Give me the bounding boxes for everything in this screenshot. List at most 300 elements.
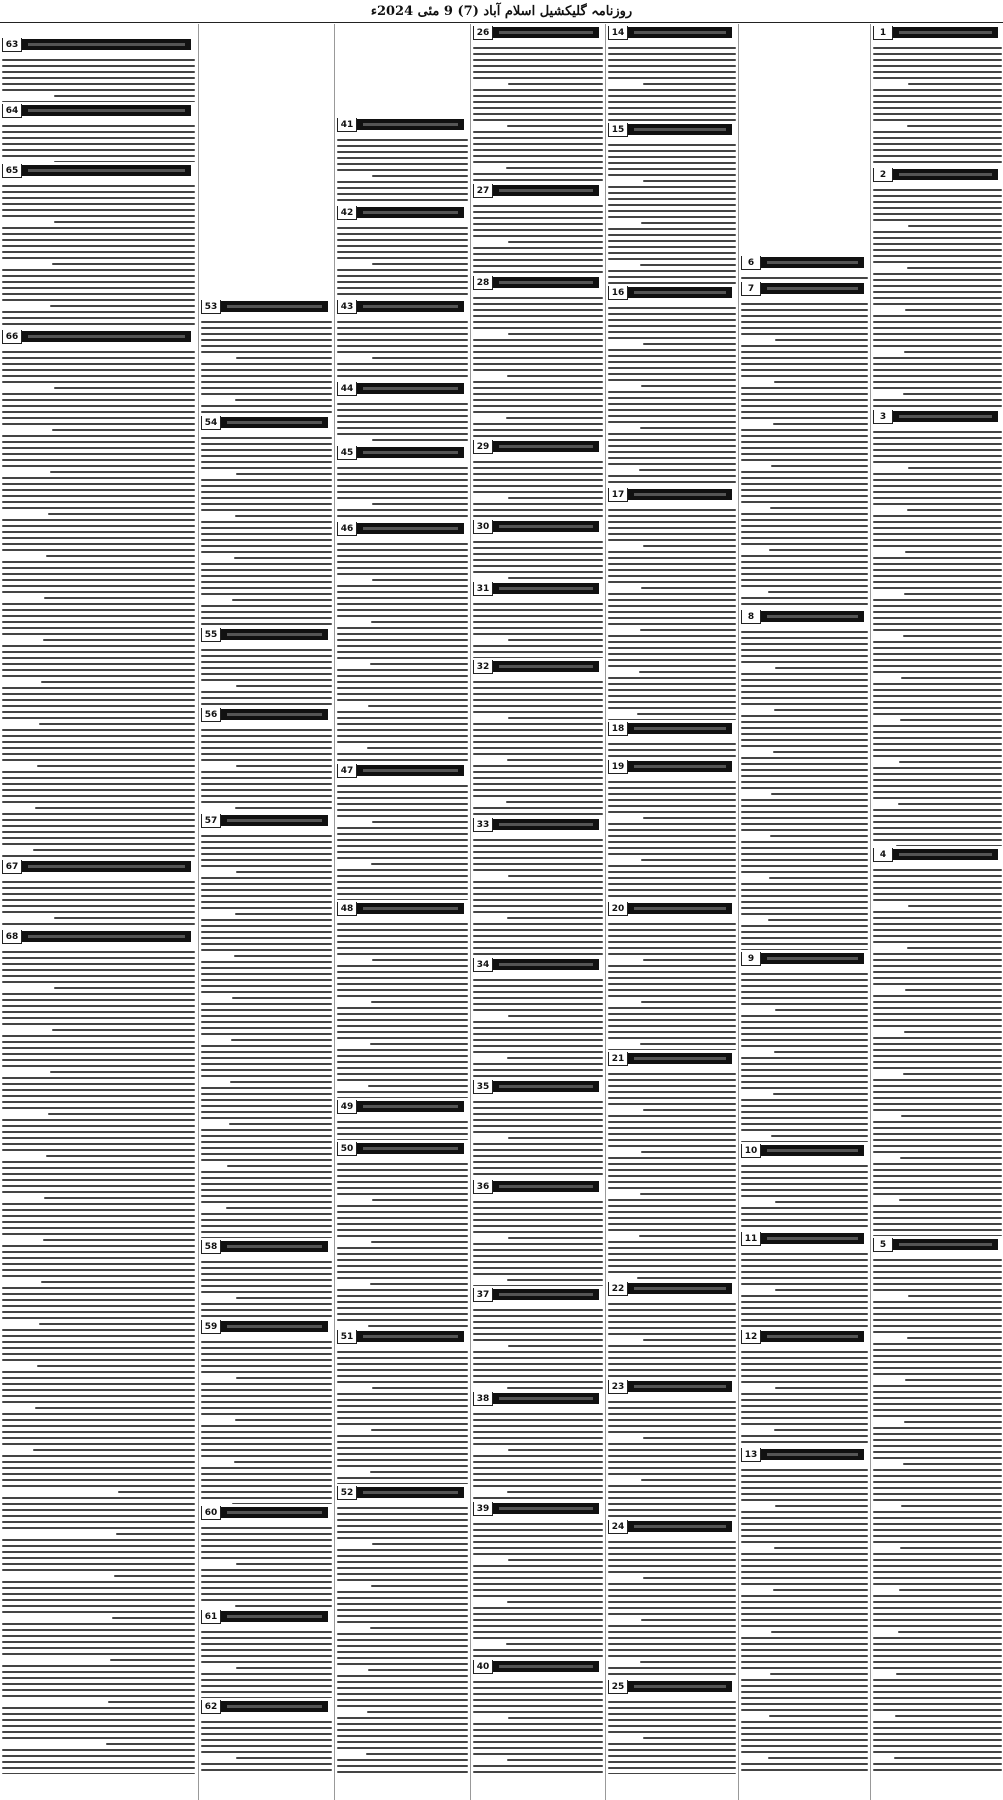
text-line (201, 1769, 332, 1771)
section-label-bar (357, 119, 464, 130)
text-line (236, 1757, 332, 1759)
article-body-text (608, 1533, 736, 1678)
text-line (473, 1119, 603, 1121)
section-label-bar (893, 169, 998, 180)
text-line (2, 405, 195, 407)
text-line (907, 125, 1002, 127)
text-line (608, 192, 736, 194)
text-line (873, 809, 1002, 811)
text-line (367, 1711, 468, 1713)
text-line (873, 953, 1002, 955)
text-line (873, 1523, 1002, 1525)
article (337, 522, 468, 762)
text-line (337, 675, 468, 677)
text-line (201, 937, 332, 939)
text-line (608, 1431, 736, 1433)
article-body-text (473, 595, 603, 658)
text-line (473, 985, 603, 987)
text-line (608, 1547, 736, 1549)
text-line (873, 479, 1002, 481)
text-line (473, 143, 603, 145)
text-line (337, 1265, 468, 1267)
text-line (473, 559, 603, 561)
text-line (873, 1709, 1002, 1711)
text-line (337, 651, 468, 653)
text-line (473, 1261, 603, 1263)
text-line (873, 1349, 1002, 1351)
article-body-text (473, 831, 603, 956)
section-label-bar (628, 903, 732, 914)
article-number: 19 (608, 760, 628, 774)
text-line (508, 333, 603, 335)
text-line (473, 869, 603, 871)
text-line (903, 393, 1002, 395)
article-header (2, 930, 195, 943)
text-line (201, 1051, 332, 1053)
article (201, 1700, 332, 1774)
text-line (608, 1375, 736, 1377)
text-line (873, 629, 1002, 631)
text-line (608, 77, 736, 79)
text-line (608, 313, 736, 315)
article-number: 13 (741, 1448, 761, 1462)
text-line (337, 139, 468, 141)
text-line (741, 673, 868, 675)
text-line (337, 827, 468, 829)
text-line (2, 483, 195, 485)
text-line (741, 1015, 868, 1017)
text-line (201, 865, 332, 867)
text-line (473, 1547, 603, 1549)
text-line (741, 543, 868, 545)
text-line (741, 979, 868, 981)
text-line (873, 195, 1002, 197)
text-line (201, 1383, 332, 1385)
article (873, 1238, 1002, 1774)
text-line (337, 1025, 468, 1027)
text-line (2, 525, 195, 527)
text-line (608, 889, 736, 891)
text-line (201, 1365, 332, 1367)
text-line (608, 1713, 736, 1715)
text-line (2, 1131, 195, 1133)
text-line (201, 1587, 332, 1589)
text-line (473, 1363, 603, 1365)
article-header (873, 168, 1002, 181)
text-line (337, 1417, 468, 1419)
article-body-text (873, 181, 1002, 408)
text-line (741, 1265, 868, 1267)
text-line (337, 169, 468, 171)
article-header (337, 764, 468, 777)
text-line (52, 1029, 195, 1031)
article-header (201, 300, 332, 313)
text-line (2, 1347, 195, 1349)
text-line (2, 963, 195, 965)
text-line (741, 847, 868, 849)
text-line (229, 1123, 332, 1125)
text-line (372, 1199, 468, 1201)
text-line (337, 1609, 468, 1611)
text-line (873, 95, 1002, 97)
text-line (873, 89, 1002, 91)
text-line (608, 1181, 736, 1183)
text-line (2, 209, 195, 211)
text-line (337, 1049, 468, 1051)
article-number: 22 (608, 1282, 628, 1296)
text-line (873, 1697, 1002, 1699)
text-line (371, 863, 468, 865)
text-line (473, 711, 603, 713)
text-line (741, 1393, 868, 1395)
text-line (873, 575, 1002, 577)
article-header (2, 104, 195, 117)
text-line (473, 223, 603, 225)
text-line (608, 1333, 736, 1335)
text-line (771, 793, 868, 795)
text-line (741, 357, 868, 359)
text-line (473, 363, 603, 365)
text-line (337, 809, 468, 811)
text-line (2, 1353, 195, 1355)
article (337, 382, 468, 444)
text-line (337, 989, 468, 991)
text-line (608, 246, 736, 248)
text-line (201, 491, 332, 493)
text-line (741, 1649, 868, 1651)
text-line (337, 1381, 468, 1383)
article-number: 59 (201, 1320, 221, 1334)
text-line (473, 621, 603, 623)
article-body-text (201, 1333, 332, 1504)
text-line (337, 699, 468, 701)
text-line (2, 699, 195, 701)
text-line (873, 647, 1002, 649)
text-line (337, 729, 468, 731)
text-line (2, 645, 195, 647)
article (608, 760, 736, 900)
text-line (473, 1375, 603, 1377)
text-line (608, 258, 736, 260)
text-line (873, 201, 1002, 203)
article-number: 42 (337, 206, 357, 220)
text-line (741, 1751, 868, 1753)
text-line (473, 95, 603, 97)
text-line (473, 247, 603, 249)
text-line (741, 1709, 868, 1711)
text-line (201, 1093, 332, 1095)
text-line (608, 929, 736, 931)
text-line (2, 1329, 195, 1331)
text-line (608, 1491, 736, 1493)
article-number: 41 (337, 118, 357, 132)
text-line (873, 297, 1002, 299)
text-line (873, 279, 1002, 281)
text-line (873, 1211, 1002, 1213)
text-line (2, 1143, 195, 1145)
text-line (741, 973, 868, 975)
text-line (873, 785, 1002, 787)
text-line (201, 1267, 332, 1269)
text-line (608, 1425, 736, 1427)
text-line (473, 1565, 603, 1567)
text-line (873, 131, 1002, 133)
text-line (2, 573, 195, 575)
text-line (741, 519, 868, 521)
text-line (873, 1049, 1002, 1051)
article-number: 53 (201, 300, 221, 314)
text-line (201, 759, 332, 761)
article (473, 1502, 603, 1658)
text-line (2, 1023, 195, 1025)
text-line (201, 1135, 332, 1137)
text-line (741, 703, 868, 705)
text-line (473, 681, 603, 683)
text-line (2, 657, 195, 659)
text-line (741, 841, 868, 843)
section-label-bar (221, 417, 328, 428)
text-line (201, 1745, 332, 1747)
text-line (370, 1627, 468, 1629)
text-line (873, 1331, 1002, 1333)
text-line (741, 1195, 868, 1197)
text-line (643, 343, 736, 345)
text-line (2, 951, 195, 953)
article-header (608, 123, 736, 136)
article-body-text (608, 39, 736, 121)
article-body-text (201, 1253, 332, 1318)
text-line (473, 1309, 603, 1311)
text-line (473, 71, 603, 73)
text-line (337, 1013, 468, 1015)
text-line (2, 465, 195, 467)
text-line (908, 225, 1002, 227)
text-line (337, 1573, 468, 1575)
text-line (2, 893, 195, 895)
text-line (873, 1127, 1002, 1129)
article (608, 1520, 736, 1678)
text-line (236, 1563, 332, 1565)
text-line (473, 857, 603, 859)
text-line (372, 1387, 468, 1389)
text-line (608, 409, 736, 411)
text-line (608, 1157, 736, 1159)
text-line (741, 1177, 868, 1179)
text-line (608, 1357, 736, 1359)
text-line (608, 641, 736, 643)
text-line (741, 901, 868, 903)
text-line (507, 1601, 603, 1603)
text-line (473, 303, 603, 305)
article (741, 1232, 868, 1328)
text-line (2, 1647, 195, 1649)
text-line (2, 627, 195, 629)
text-line (473, 423, 603, 425)
article-body-text (608, 915, 736, 1050)
text-line (608, 1541, 736, 1543)
text-line (201, 1045, 332, 1047)
text-line (337, 839, 468, 841)
article-header (741, 256, 868, 269)
text-line (337, 1223, 468, 1225)
section-label-bar (357, 1487, 464, 1498)
text-line (201, 369, 332, 371)
text-line (201, 889, 332, 891)
text-line (473, 1589, 603, 1591)
text-line (873, 1001, 1002, 1003)
article-number: 24 (608, 1520, 628, 1534)
text-line (234, 557, 332, 559)
section-label-bar (357, 903, 464, 914)
text-line (473, 645, 603, 647)
text-line (873, 273, 1002, 275)
text-line (608, 1413, 736, 1415)
text-line (337, 1181, 468, 1183)
text-line (873, 1067, 1002, 1069)
text-line (608, 457, 736, 459)
text-line (2, 905, 195, 907)
text-line (201, 1117, 332, 1119)
text-line (903, 1463, 1002, 1465)
text-line (873, 137, 1002, 139)
text-line (337, 1699, 468, 1701)
text-line (873, 461, 1002, 463)
text-line (873, 399, 1002, 401)
text-line (770, 1673, 868, 1675)
text-line (337, 717, 468, 719)
text-line (473, 1577, 603, 1579)
text-line (473, 723, 603, 725)
text-line (2, 1005, 195, 1007)
text-line (2, 501, 195, 503)
text-line (2, 1077, 195, 1079)
text-line (337, 723, 468, 725)
text-line (2, 251, 195, 253)
text-line (473, 1571, 603, 1573)
text-line (473, 657, 603, 658)
text-line (2, 71, 195, 73)
text-line (873, 1097, 1002, 1099)
text-line (741, 1493, 868, 1495)
text-line (508, 639, 603, 641)
section-label-bar (221, 1611, 328, 1622)
text-line (741, 637, 868, 639)
article-number: 37 (473, 1288, 493, 1302)
text-line (473, 119, 603, 121)
text-line (608, 515, 736, 517)
text-line (608, 337, 736, 339)
text-line (873, 1679, 1002, 1681)
text-line (741, 1475, 868, 1477)
text-line (473, 435, 603, 437)
text-line (608, 1175, 736, 1177)
text-line (337, 1127, 468, 1129)
text-line (873, 821, 1002, 823)
text-line (473, 131, 603, 133)
text-line (608, 1583, 736, 1585)
text-line (201, 1225, 332, 1227)
text-line (873, 755, 1002, 757)
text-line (506, 801, 604, 803)
text-line (473, 845, 603, 847)
text-line (608, 228, 736, 230)
text-line (337, 375, 468, 377)
text-line (508, 1237, 603, 1239)
text-line (741, 1541, 868, 1543)
text-line (337, 1133, 468, 1135)
text-line (608, 186, 736, 188)
text-line (873, 291, 1002, 293)
article-header (873, 1238, 1002, 1251)
text-line (741, 1087, 868, 1089)
text-line (43, 1239, 195, 1241)
text-line (337, 275, 468, 277)
article-body-text (608, 1693, 736, 1774)
text-line (608, 787, 736, 789)
article-header (473, 1392, 603, 1405)
text-line (873, 1079, 1002, 1081)
text-line (201, 623, 332, 625)
text-line (608, 829, 736, 831)
text-line (741, 489, 868, 491)
text-line (201, 503, 332, 505)
text-line (608, 1085, 736, 1087)
section-label-bar (493, 1181, 599, 1192)
text-line (201, 991, 332, 993)
text-line (873, 357, 1002, 359)
section-label-bar (493, 1393, 599, 1404)
text-line (873, 1151, 1002, 1153)
text-line (2, 1413, 195, 1415)
text-line (768, 1757, 868, 1759)
text-line (201, 1279, 332, 1281)
text-line (741, 1301, 868, 1303)
text-line (608, 941, 736, 943)
text-line (235, 807, 332, 809)
text-line (2, 351, 195, 353)
text-line (899, 1199, 1002, 1201)
text-line (873, 1193, 1002, 1195)
text-line (608, 1303, 736, 1305)
text-line (608, 1449, 736, 1451)
text-line (608, 677, 736, 679)
text-line (366, 1753, 468, 1755)
text-line (2, 1035, 195, 1037)
text-line (2, 1017, 195, 1019)
section-label-bar (493, 819, 599, 830)
text-line (2, 1263, 195, 1265)
section-label-bar (357, 207, 464, 218)
text-line (741, 1745, 868, 1747)
article (608, 1380, 736, 1518)
text-line (873, 1025, 1002, 1027)
text-line (337, 1169, 468, 1171)
text-line (873, 731, 1002, 733)
text-line (2, 1497, 195, 1499)
text-line (741, 1601, 868, 1603)
text-line (873, 431, 1002, 433)
text-line (2, 1563, 195, 1565)
text-line (2, 585, 195, 587)
text-line (201, 1057, 332, 1059)
text-line (473, 399, 603, 401)
text-line (231, 1039, 332, 1041)
text-line (337, 1253, 468, 1255)
column-2 (738, 24, 870, 1800)
text-line (337, 1531, 468, 1533)
text-line (337, 1289, 468, 1291)
text-line (337, 585, 468, 587)
